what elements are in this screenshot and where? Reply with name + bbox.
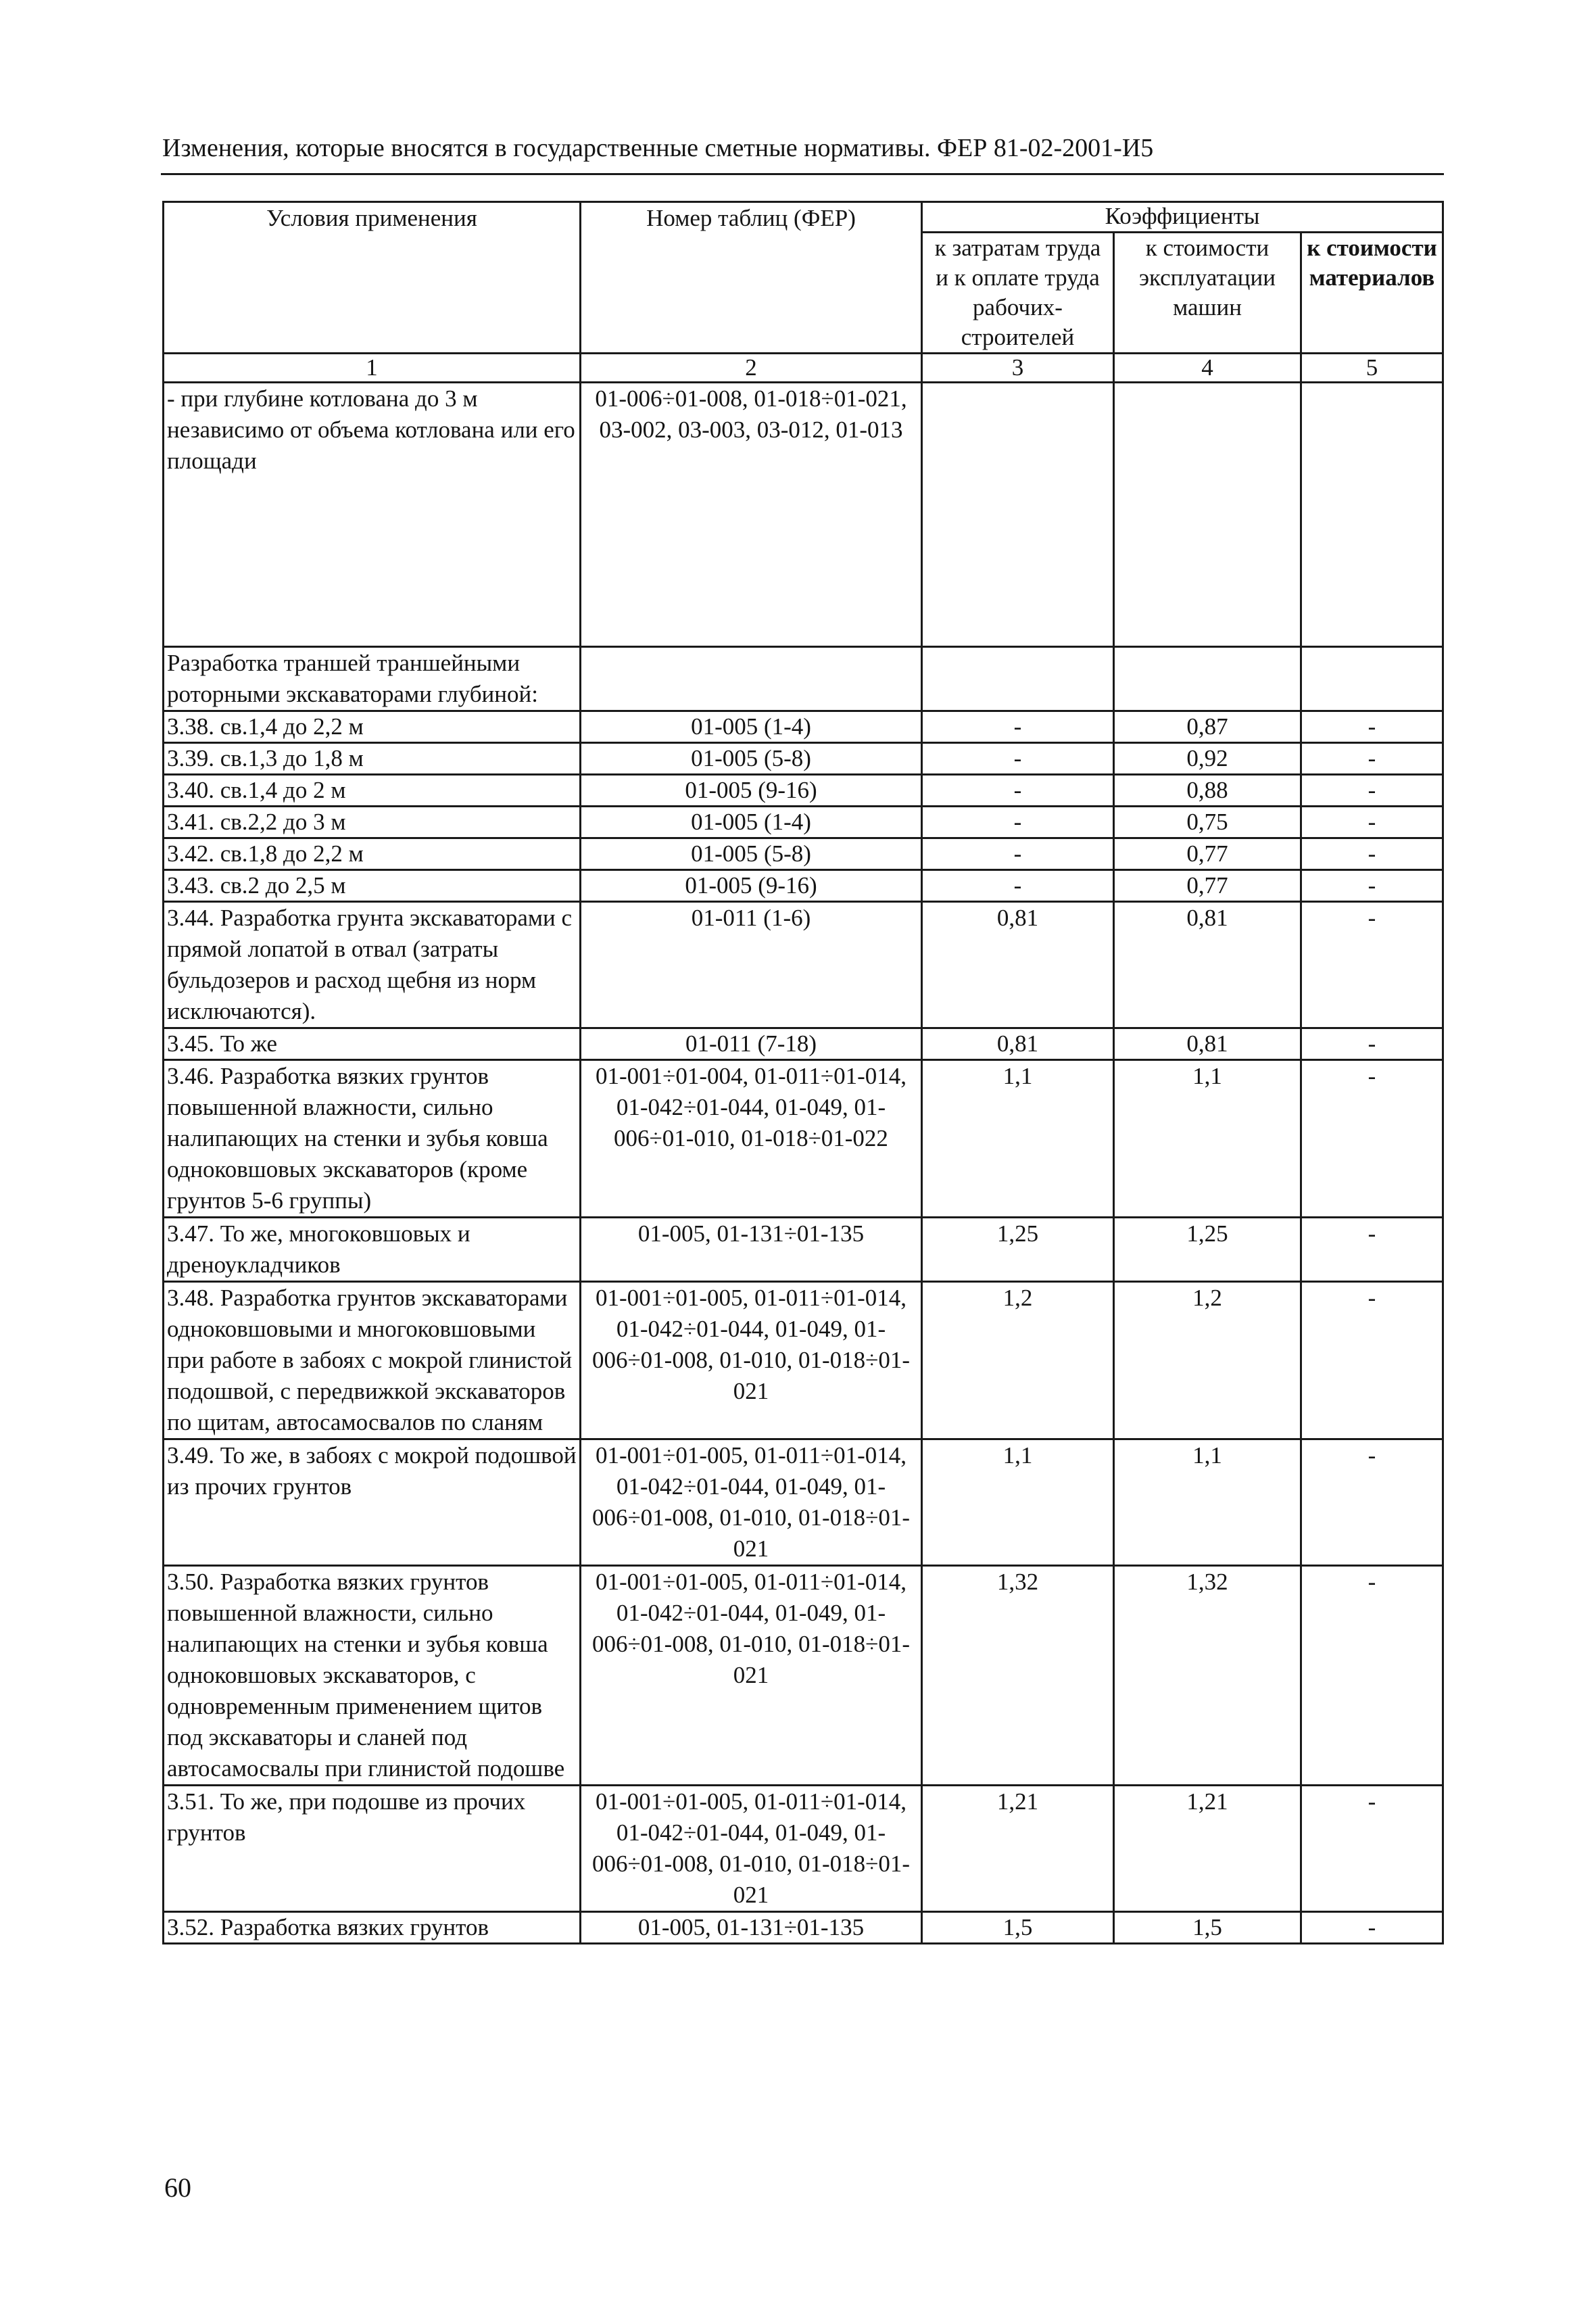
- row-machines-coef: 0,92: [1114, 743, 1301, 775]
- row-machines-coef: [1114, 647, 1301, 711]
- row-condition: 3.40. св.1,4 до 2 м: [164, 775, 581, 807]
- row-labor-coef: -: [922, 807, 1114, 838]
- row-table-numbers: 01-005 (9-16): [581, 775, 922, 807]
- row-materials-coef: -: [1301, 807, 1443, 838]
- row-table-numbers: 01-005 (1-4): [581, 711, 922, 743]
- row-labor-coef: -: [922, 743, 1114, 775]
- row-table-numbers: 01-001÷01-004, 01-011÷01-014, 01-042÷01-044, 01-049, 01-006÷01-010, 01-018÷01-022: [581, 1060, 922, 1218]
- row-condition: Разработка траншей траншейными роторными экскаваторами глубиной:: [164, 647, 581, 711]
- header-rule: [161, 173, 1444, 175]
- header-machines-coef: к стоимости эксплуатации машин: [1114, 233, 1301, 354]
- row-machines-coef: 0,77: [1114, 838, 1301, 870]
- row-materials-coef: -: [1301, 1028, 1443, 1060]
- row-machines-coef: 1,2: [1114, 1282, 1301, 1439]
- row-labor-coef: 1,1: [922, 1439, 1114, 1566]
- row-labor-coef: 1,1: [922, 1060, 1114, 1218]
- row-condition: 3.41. св.2,2 до 3 м: [164, 807, 581, 838]
- row-machines-coef: 1,32: [1114, 1566, 1301, 1786]
- row-condition: 3.51. То же, при подошве из прочих грунтов: [164, 1786, 581, 1912]
- row-table-numbers: 01-001÷01-005, 01-011÷01-014, 01-042÷01-044, 01-049, 01-006÷01-008, 01-010, 01-018÷01-021: [581, 1439, 922, 1566]
- header-materials-coef: [1301, 233, 1443, 354]
- row-condition: 3.47. То же, многоковшовых и дреноукладчиков: [164, 1218, 581, 1282]
- row-table-numbers: 01-005 (5-8): [581, 838, 922, 870]
- row-machines-coef: 0,81: [1114, 902, 1301, 1028]
- row-materials-coef: -: [1301, 870, 1443, 902]
- row-table-numbers: 01-005 (5-8): [581, 743, 922, 775]
- table-row: [164, 1282, 1443, 1439]
- header-coefficients: Коэффициенты: [922, 202, 1443, 233]
- table-row: [164, 838, 1443, 870]
- coefficients-table: [162, 201, 1444, 1944]
- row-materials-coef: -: [1301, 1566, 1443, 1786]
- row-materials-coef: -: [1301, 1439, 1443, 1566]
- row-machines-coef: 1,1: [1114, 1439, 1301, 1566]
- table-row: [164, 1439, 1443, 1566]
- row-machines-coef: [1114, 383, 1301, 647]
- row-labor-coef: 1,5: [922, 1912, 1114, 1944]
- table-row: [164, 1028, 1443, 1060]
- table-row: [164, 743, 1443, 775]
- row-labor-coef: [922, 647, 1114, 711]
- row-labor-coef: 0,81: [922, 902, 1114, 1028]
- row-labor-coef: 1,21: [922, 1786, 1114, 1912]
- table-row: [164, 1786, 1443, 1912]
- column-number-5: 5: [1301, 354, 1443, 383]
- row-machines-coef: 1,21: [1114, 1786, 1301, 1912]
- row-labor-coef: -: [922, 838, 1114, 870]
- column-number-3: 3: [922, 354, 1114, 383]
- row-table-numbers: 01-001÷01-005, 01-011÷01-014, 01-042÷01-044, 01-049, 01-006÷01-008, 01-010, 01-018÷01-021: [581, 1282, 922, 1439]
- column-number-1: 1: [164, 354, 581, 383]
- table-row: [164, 383, 1443, 647]
- row-materials-coef: -: [1301, 775, 1443, 807]
- table-row: [164, 807, 1443, 838]
- row-table-numbers: 01-006÷01-008, 01-018÷01-021, 03-002, 03-003, 03-012, 01-013: [581, 383, 922, 647]
- row-machines-coef: 0,77: [1114, 870, 1301, 902]
- table-row: [164, 1912, 1443, 1944]
- row-labor-coef: -: [922, 870, 1114, 902]
- row-labor-coef: [922, 383, 1114, 647]
- row-table-numbers: 01-001÷01-005, 01-011÷01-014, 01-042÷01-044, 01-049, 01-006÷01-008, 01-010, 01-018÷01-021: [581, 1566, 922, 1786]
- coefficients-table-container: [162, 201, 1442, 1944]
- row-machines-coef: 0,75: [1114, 807, 1301, 838]
- header-labor-coef: к затратам труда и к оплате труда рабочих-строителей: [922, 233, 1114, 354]
- page-header-title: Изменения, которые вносятся в государственные сметные нормативы. ФЕР 81-02-2001-И5: [162, 134, 1154, 162]
- row-table-numbers: 01-011 (1-6): [581, 902, 922, 1028]
- row-machines-coef: 1,1: [1114, 1060, 1301, 1218]
- table-row: [164, 1218, 1443, 1282]
- row-condition: 3.50. Разработка вязких грунтов повышенной влажности, сильно налипающих на стенки и зубья ковша одноковшовых экскаваторов, с одновременным применением щитов под экскаваторы и сланей под автосамосвалы при глинистой подошве: [164, 1566, 581, 1786]
- row-materials-coef: -: [1301, 1912, 1443, 1944]
- row-condition: 3.43. св.2 до 2,5 м: [164, 870, 581, 902]
- row-materials-coef: [1301, 383, 1443, 647]
- table-row: [164, 1566, 1443, 1786]
- row-condition: 3.44. Разработка грунта экскаваторами с прямой лопатой в отвал (затраты бульдозеров и расход щебня из норм исключаются).: [164, 902, 581, 1028]
- row-table-numbers: 01-005 (9-16): [581, 870, 922, 902]
- table-row: [164, 647, 1443, 711]
- row-condition: - при глубине котлована до 3 м независимо от объема котлована или его площади: [164, 383, 581, 647]
- table-row: [164, 870, 1443, 902]
- row-table-numbers: [581, 647, 922, 711]
- row-labor-coef: 1,2: [922, 1282, 1114, 1439]
- row-machines-coef: 0,81: [1114, 1028, 1301, 1060]
- row-condition: 3.49. То же, в забоях с мокрой подошвой из прочих грунтов: [164, 1439, 581, 1566]
- row-condition: 3.38. св.1,4 до 2,2 м: [164, 711, 581, 743]
- table-row: [164, 711, 1443, 743]
- header-table-numbers: Номер таблиц (ФЕР): [581, 202, 922, 354]
- row-materials-coef: -: [1301, 1060, 1443, 1218]
- table-body: [164, 383, 1443, 1944]
- row-condition: 3.42. св.1,8 до 2,2 м: [164, 838, 581, 870]
- row-materials-coef: -: [1301, 1218, 1443, 1282]
- column-number-2: 2: [581, 354, 922, 383]
- row-materials-coef: -: [1301, 1786, 1443, 1912]
- row-table-numbers: 01-001÷01-005, 01-011÷01-014, 01-042÷01-044, 01-049, 01-006÷01-008, 01-010, 01-018÷01-021: [581, 1786, 922, 1912]
- row-condition: 3.45. То же: [164, 1028, 581, 1060]
- row-materials-coef: -: [1301, 743, 1443, 775]
- table-row: [164, 902, 1443, 1028]
- row-table-numbers: 01-005 (1-4): [581, 807, 922, 838]
- row-table-numbers: 01-011 (7-18): [581, 1028, 922, 1060]
- row-machines-coef: 1,25: [1114, 1218, 1301, 1282]
- row-materials-coef: -: [1301, 838, 1443, 870]
- header-conditions: Условия применения: [164, 202, 581, 354]
- column-number-4: 4: [1114, 354, 1301, 383]
- row-materials-coef: -: [1301, 902, 1443, 1028]
- table-row: [164, 775, 1443, 807]
- row-condition: 3.52. Разработка вязких грунтов: [164, 1912, 581, 1944]
- row-table-numbers: 01-005, 01-131÷01-135: [581, 1218, 922, 1282]
- row-condition: 3.48. Разработка грунтов экскаваторами одноковшовыми и многоковшовыми при работе в забоях с мокрой глинистой подошвой, с передвижкой экскаваторов по щитам, автосамосвалов по сланям: [164, 1282, 581, 1439]
- column-number-row: [164, 354, 1443, 383]
- row-labor-coef: 1,25: [922, 1218, 1114, 1282]
- row-materials-coef: -: [1301, 711, 1443, 743]
- row-machines-coef: 1,5: [1114, 1912, 1301, 1944]
- row-machines-coef: 0,88: [1114, 775, 1301, 807]
- page-number: 60: [164, 2172, 191, 2203]
- row-labor-coef: 1,32: [922, 1566, 1114, 1786]
- row-labor-coef: -: [922, 775, 1114, 807]
- row-labor-coef: 0,81: [922, 1028, 1114, 1060]
- row-materials-coef: -: [1301, 1282, 1443, 1439]
- row-condition: 3.46. Разработка вязких грунтов повышенной влажности, сильно налипающих на стенки и зубья ковша одноковшовых экскаваторов (кроме грунтов 5-6 группы): [164, 1060, 581, 1218]
- row-table-numbers: 01-005, 01-131÷01-135: [581, 1912, 922, 1944]
- table-row: [164, 1060, 1443, 1218]
- row-materials-coef: [1301, 647, 1443, 711]
- header-materials-label: к стоимости материалов: [1307, 235, 1437, 291]
- row-condition: 3.39. св.1,3 до 1,8 м: [164, 743, 581, 775]
- row-labor-coef: -: [922, 711, 1114, 743]
- row-machines-coef: 0,87: [1114, 711, 1301, 743]
